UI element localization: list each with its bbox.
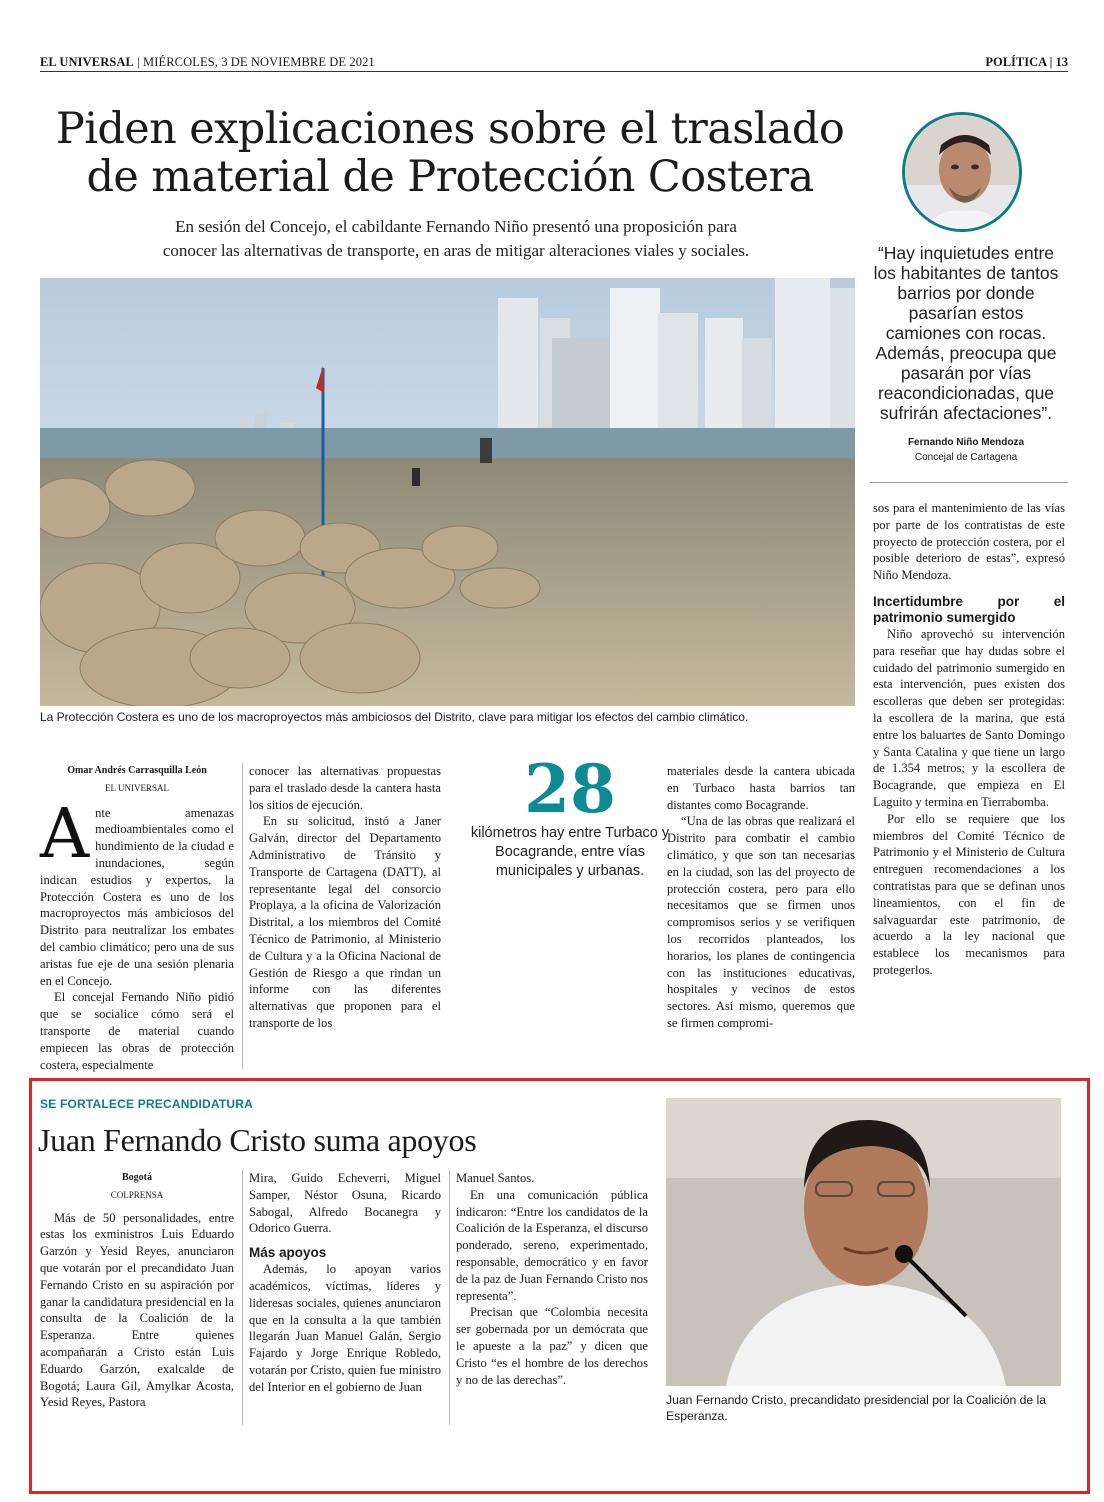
quote-divider [870, 482, 1068, 483]
masthead-rule [40, 71, 1068, 72]
column-divider [449, 1170, 450, 1425]
photo-caption: La Protección Costera es uno de los macroproyectos más ambiciosos del Distrito, clave para mitigar los efectos del cambio climático. [40, 710, 749, 724]
box-column-3 [456, 1170, 648, 1388]
headline: Piden explicaciones sobre el traslado de material de Protección Costera [55, 104, 845, 202]
paragraph: Mira, Guido Echeverri, Miguel Samper, Néstor Osuna, Ricardo Sabogal, Alfredo Bocanegra y Odorico Guerra. [249, 1171, 441, 1236]
dateline-city: Bogotá [122, 1172, 152, 1183]
key-figure: 28 [524, 750, 616, 828]
article-column-4 [667, 763, 855, 1032]
box-headline: Juan Fernando Cristo suma apoyos [38, 1122, 477, 1158]
box-column-1 [40, 1170, 234, 1411]
page-number: 13 [1055, 55, 1068, 69]
section-label: POLÍTICA | 13 [985, 55, 1068, 69]
kicker: SE FORTALECE PRECANDIDATURA [40, 1097, 253, 1111]
subhead: Más apoyos [249, 1245, 327, 1261]
paragraph: materiales desde la cantera ubicada en Turbaco hasta barrios tan distantes como Bocagrande. [667, 764, 855, 812]
quote-author: Fernando Niño Mendoza [907, 437, 1025, 448]
article-column-5 [873, 500, 1065, 979]
cristo-caption: Juan Fernando Cristo, precandidato presidencial por la Coalición de la Esperanza. [666, 1393, 1047, 1423]
paragraph: En su solicitud, instó a Janer Galván, director del Departamento Administrativo de Tránsito y Transporte de Cartagena (DATT), al representante legal del consorcio Proplaya, a la oficina de Valorización Distrital, a los miembros del Comité Técnico de Patrimonio, al Ministerio de Cultura y a la Oficina Nacional de Gestión de Riesgo a que rindan un informe con las diferentes alternativas que proponen para el transporte de los [249, 814, 441, 1030]
article-column-2 [249, 763, 441, 1032]
box-column-2 [249, 1170, 441, 1396]
paragraph: En una comunicación pública indicaron: “Entre los candidatos de la Coalición de la Esperanza, el discurso ponderado, sereno, experimentado, responsable, democrático y en favor de la paz de Juan Fernando Cristo nos representa”. [456, 1187, 648, 1303]
issue-date: MIÉRCOLES, 3 DE NOVIEMBRE DE 2021 [143, 55, 375, 69]
beach-photo [40, 278, 855, 706]
section-name: POLÍTICA [985, 55, 1047, 69]
paragraph: nte amenazas medioambientales como el hundimiento de la ciudad e inundaciones, según indican estudios y expertos, la Protección Costera es uno de los macroproyectos más ambiciosos del Distrito para neutralizar los embates del cambio climático; pero una de sus aristas fue eje de una sesión plenaria en el Concejo. [40, 805, 234, 988]
paragraph: sos para el mantenimiento de las vías por parte de los contratistas de este proyecto de protección costera, por el posible deterioro de estas”, expresó Niño Mendoza. [873, 501, 1065, 583]
pull-quote: “Hay inquietudes entre los habitantes de tantos barrios por donde pasarían estos camiones con rocas. Además, preocupa que pasarán por vías reacondicionadas, que sufrirán afectaciones”. [873, 243, 1059, 423]
paragraph: “Una de las obras que realizará el Distrito para combatir el cambio climático, y que son tan necesarias en la ciudad, son las del proyecto de protección costera, pero para ello necesitamos que se firmen unos compromisos serios y se verifiquen los recorridos planteados, los horarios, los planes de contingencia con las instituciones educativas, hospitales y vecinos de estos sectores. Así mismo, queremos que se firmen compromi- [667, 814, 855, 1030]
byline-org: EL UNIVERSAL [105, 782, 169, 793]
deck: En sesión del Concejo, el cabildante Fernando Niño presentó una proposición para conocer las alternativas de transporte, en aras de mitigar alteraciones viales y sociales. [162, 217, 750, 260]
drop-cap: A [40, 794, 90, 874]
article-column-1 [40, 763, 234, 1073]
masthead [40, 55, 375, 70]
subhead: Incertidumbre por el patrimonio sumergido [873, 593, 1065, 625]
paragraph: Además, lo apoyan varios académicos, víctimas, líderes y lideresas sociales, quienes anunciaron que en la consulta a la que también llegarán Juan Manuel Galán, Sergio Fajardo y Jorge Enrique Robledo, votarán por Cristo, quien fue ministro del Interior en el gobierno de Juan [249, 1262, 441, 1394]
paragraph: El concejal Fernando Niño pidió que se socialice cómo será el transporte de material cuando empiecen las obras de protección costera, especialmente [40, 990, 234, 1072]
author-portrait [902, 112, 1022, 232]
paragraph: conocer las alternativas propuestas para el traslado desde la cantera hasta los sitios de ejecución. [249, 764, 441, 812]
quote-role: Concejal de Cartagena [914, 452, 1018, 463]
paper-name: EL UNIVERSAL [40, 55, 134, 69]
paragraph: Más de 50 personalidades, entre estas los exministros Luis Eduardo Garzón y Yesid Reyes, anunciaron que votarán por el precandidato Juan Fernando Cristo en su aspiración por ganar la candidatura presidencial en la consulta de la Coalición de la Esperanza. Entre quienes acompañarán a Cristo están Luis Eduardo Garzón, exalcalde de Bogotá; Laura Gil, Amylkar Acosta, Yesid Reyes, Pastora [40, 1210, 234, 1410]
paragraph: Niño aprovechó su intervención para reseñar que hay dudas sobre el cuidado del patrimonio sumergido en esta intervención, pues existen dos escolleras que deben ser protegidas: la escollera de la marina, que está entre los baluartes de Santo Domingo y Santa Catalina y que tiene un largo de 1.354 metros; y la escollera de Bocagrande, que empieza en El Laguito y termina en Tierrabomba. [873, 626, 1065, 809]
column-divider [242, 1170, 243, 1425]
cristo-photo [666, 1098, 1061, 1386]
byline-name: Omar Andrés Carrasquilla León [67, 765, 207, 776]
dateline-agency: COLPRENSA [110, 1189, 164, 1200]
paragraph: Por ello se requiere que los miembros del Comité Técnico de Patrimonio y el Ministerio de Cultura entreguen recomendaciones a los contratistas para que se definan unos lineamientos, con el fin de salvaguardar este patrimonio, de acuerdo a la ley nacional que establece los mecanismos para protegerlos. [873, 811, 1065, 977]
masthead-separator: | [137, 55, 140, 69]
column-divider [242, 763, 243, 1069]
paragraph: Manuel Santos. [456, 1171, 535, 1185]
paragraph: Precisan que “Colombia necesita ser gobernada por un demócrata que le apueste a la paz” y dicen que Cristo “es el hombre de los derechos y no de las derechas”. [456, 1305, 648, 1387]
key-figure-text: kilómetros hay entre Turbaco y Bocagrande, entre vías municipales y urbanas. [470, 825, 670, 879]
